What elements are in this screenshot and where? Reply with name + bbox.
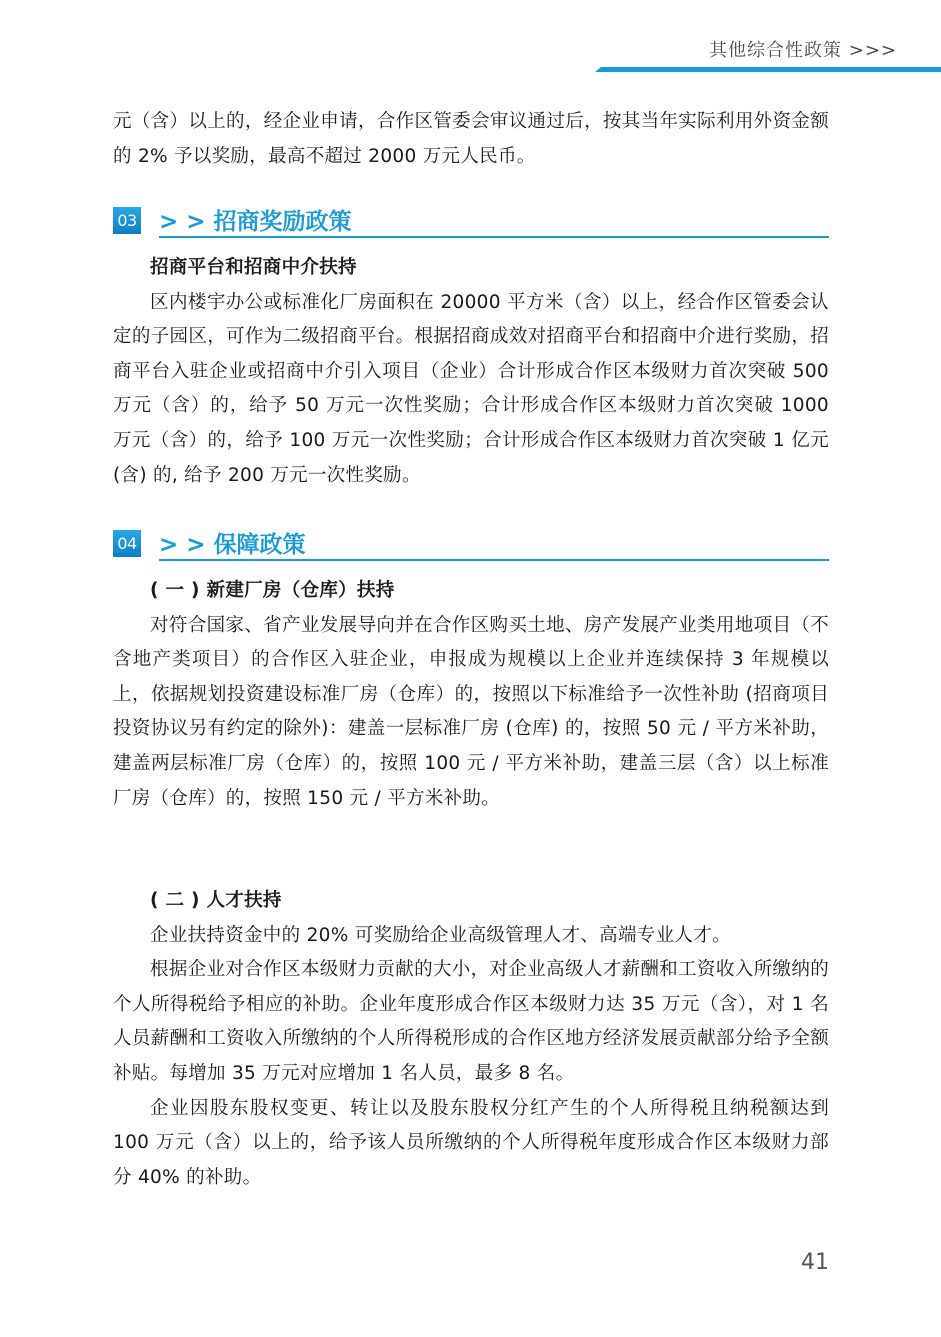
section-04-part-1-paragraph: 对符合国家、省产业发展导向并在合作区购买土地、房产发展产业类用地项目（不含地产类项目）的合作区入驻企业，申报成为规模以上企业并连续保持 3 年规模以上，依据规划投资建设标准厂房（仓库）的，按照以下标准给予一次性补助 (招商项目投资协议另有约定的除外)：建盖一层标准厂房 (仓库) 的，按照 50 元 / 平方米补助，建盖两层标准厂房（仓库）的，按照 100 元 / 平方米补助，建盖三层（含）以上标准厂房（仓库）的，按照 150 元 / 平方米补助。 (113, 614, 829, 809)
section-04-title: > > 保障政策 (159, 532, 306, 558)
intro-block (113, 105, 829, 174)
section-04-number: 04 (113, 530, 141, 557)
section-03-body (113, 251, 829, 493)
section-04-part-1-subheading: ( 一 ) 新建厂房（仓库）扶持 (150, 580, 395, 601)
section-03-heading (113, 205, 829, 241)
section-04-part-1 (113, 574, 829, 816)
page-number: 41 (801, 1250, 829, 1275)
section-03-number: 03 (113, 207, 141, 234)
section-03-subheading: 招商平台和招商中介扶持 (150, 257, 357, 278)
section-03-paragraph: 区内楼宇办公或标准化厂房面积在 20000 平方米（含）以上，经合作区管委会认定的子园区，可作为二级招商平台。根据招商成效对招商平台和招商中介进行奖励，招商平台入驻企业或招商中介引入项目（企业）合计形成合作区本级财力首次突破 500 万元（含）的，给予 50 万元一次性奖励；合计形成合作区本级财力首次突破 1000 万元（含）的，给予 100 万元一次性奖励；合计形成合作区本级财力首次突破 1 亿元 (含) 的, 给予 200 万元一次性奖励。 (113, 291, 829, 486)
section-04-part-2-paragraph-3: 企业因股东股权变更、转让以及股东股权分红产生的个人所得税且纳税额达到 100 万元（含）以上的，给予该人员所缴纳的个人所得税年度形成合作区本级财力部分 40% 的补助。 (113, 1097, 829, 1188)
section-04-part-2-subheading: ( 二 ) 人才扶持 (150, 890, 282, 911)
intro-paragraph: 元（含）以上的，经企业申请，合作区管委会审议通过后，按其当年实际利用外资金额的 2% 予以奖励，最高不超过 2000 万元人民币。 (113, 111, 829, 167)
section-04-part-2 (113, 884, 829, 1195)
section-04-underline (159, 559, 829, 561)
section-03-underline (159, 236, 829, 238)
section-03-title: > > 招商奖励政策 (159, 209, 352, 235)
section-04-heading (113, 528, 829, 564)
section-04-part-2-paragraph-1: 企业扶持资金中的 20% 可奖励给企业高级管理人才、高端专业人才。 (150, 924, 731, 946)
page-header-title: 其他综合性政策 >>> (709, 40, 897, 61)
section-04-part-2-paragraph-2: 根据企业对合作区本级财力贡献的大小，对企业高级人才薪酬和工资收入所缴纳的个人所得税给予相应的补助。企业年度形成合作区本级财力达 35 万元（含），对 1 名人员薪酬和工资收入所缴纳的个人所得税形成的合作区地方经济发展贡献部分给予全额补贴。每增加 35 万元对应增加 1 名人员，最多 8 名。 (113, 959, 829, 1084)
header-accent-line (595, 67, 941, 72)
